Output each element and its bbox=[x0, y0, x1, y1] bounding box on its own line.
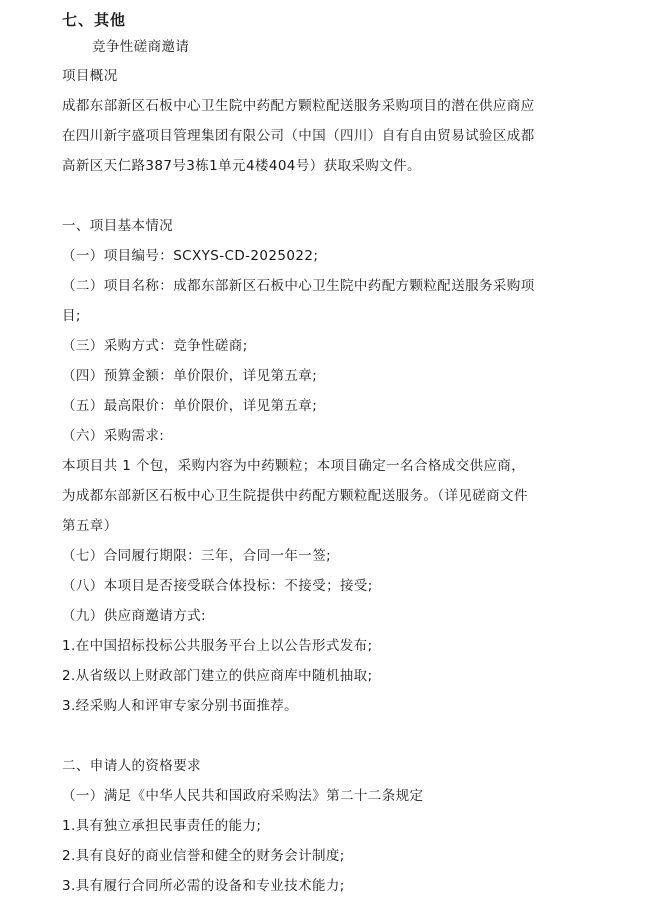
requirements-line: 本项目共 1 个包，采购内容为中药颗粒；本项目确定一名合格成交供应商， bbox=[62, 458, 526, 474]
invitation-method-item: 2.从省级以上财政部门建立的供应商库中随机抽取; bbox=[62, 668, 373, 684]
part1-title: 一、项目基本情况 bbox=[62, 218, 174, 234]
project-number: （一）项目编号：SCXYS-CD-2025022; bbox=[62, 248, 319, 264]
requirements-line: 为成都东部新区石板中心卫生院提供中药配方颗粒配送服务。（详见磋商文件 bbox=[62, 488, 528, 504]
overview-line: 在四川新宇盛项目管理集团有限公司（中国（四川）自有自由贸易试验区成都 bbox=[62, 128, 535, 144]
overview-label: 项目概况 bbox=[62, 68, 118, 84]
invitation-method-item: 1.在中国招标投标公共服务平台上以公告形式发布; bbox=[62, 638, 373, 654]
requirements-line: 第五章） bbox=[62, 518, 118, 534]
max-price: （五）最高限价：单价限价，详见第五章; bbox=[62, 398, 318, 414]
contract-period: （七）合同履行期限：三年，合同一年一签; bbox=[62, 548, 332, 564]
invitation-method-label: （九）供应商邀请方式: bbox=[62, 608, 206, 624]
qualification-item: 1.具有独立承担民事责任的能力; bbox=[62, 818, 262, 834]
part2-title: 二、申请人的资格要求 bbox=[62, 758, 201, 774]
section-heading: 七、其他 bbox=[62, 11, 127, 29]
consortium-bid: （八）本项目是否接受联合体投标：不接受；接受; bbox=[62, 578, 373, 594]
budget-amount: （四）预算金额：单价限价，详见第五章; bbox=[62, 368, 318, 384]
project-name-line: 目; bbox=[62, 308, 81, 324]
project-name-line: （二）项目名称：成都东部新区石板中心卫生院中药配方颗粒配送服务采购项 bbox=[62, 278, 535, 294]
qualification-item: 3.具有履行合同所必需的设备和专业技术能力; bbox=[62, 878, 345, 894]
law-requirement: （一）满足《中华人民共和国政府采购法》第二十二条规定 bbox=[62, 788, 424, 804]
overview-line: 成都东部新区石板中心卫生院中药配方颗粒配送服务采购项目的潜在供应商应 bbox=[62, 98, 535, 114]
requirements-label: （六）采购需求: bbox=[62, 428, 165, 444]
overview-line: 高新区天仁路387号3栋1单元4楼404号）获取采购文件。 bbox=[62, 158, 421, 174]
procurement-method: （三）采购方式：竞争性磋商; bbox=[62, 338, 248, 354]
qualification-item: 2.具有良好的商业信誉和健全的财务会计制度; bbox=[62, 848, 345, 864]
notice-title: 竞争性磋商邀请 bbox=[92, 39, 190, 55]
invitation-method-item: 3.经采购人和评审专家分别书面推荐。 bbox=[62, 698, 299, 714]
